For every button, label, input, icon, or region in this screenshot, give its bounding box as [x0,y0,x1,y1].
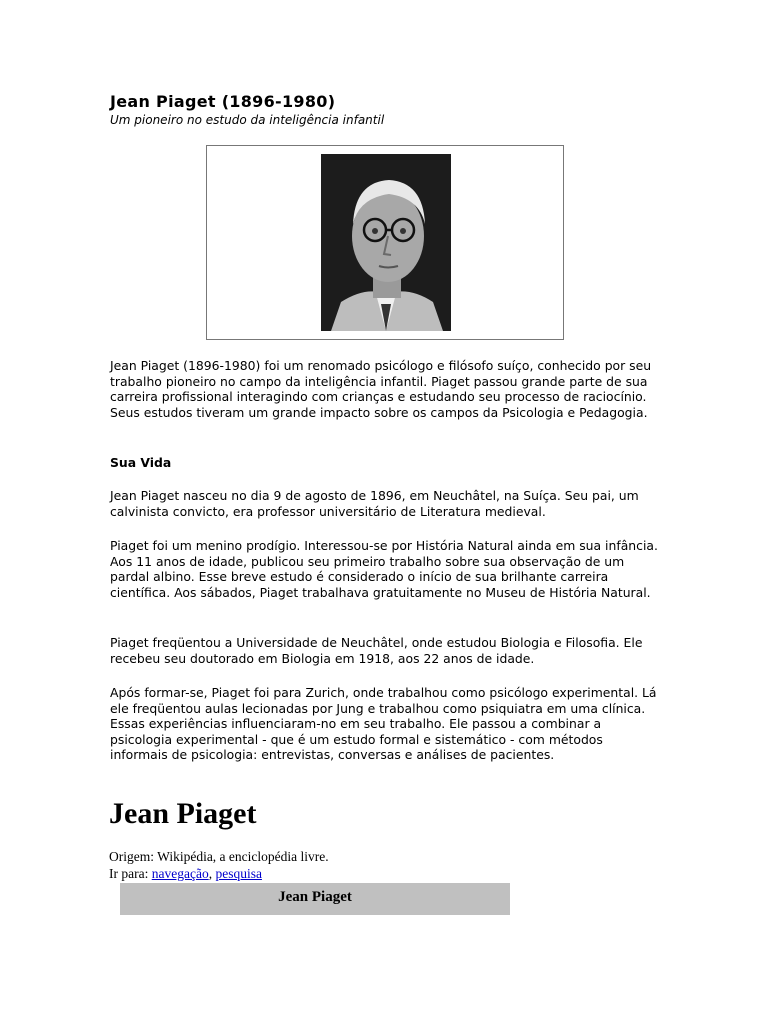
paragraph-university: Piaget freqüentou a Universidade de Neuchâtel, onde estudou Biologia e Filosofia. Ele recebeu seu doutorado em Biologia em 1918, aos 22 anos de idade. [110,635,643,666]
article [110,92,658,763]
portrait-photo [321,154,451,331]
search-link[interactable]: pesquisa [215,866,262,881]
intro-paragraph: Jean Piaget (1896-1980) foi um renomado psicólogo e filósofo suíço, conhecido por seu trabalho pioneiro no campo da inteligência infantil. Piaget passou grande parte de sua carreira profissional interagindo com crianças e estudando seu processo de raciocínio. Seus estudos tiveram um grande impacto sobre os campos da Psicologia e Pedagogia. [110,358,652,420]
paragraph-childhood: Piaget foi um menino prodígio. Interessou-se por História Natural ainda em sua infância. Aos 11 anos de idade, publicou seu primeiro trabalho sobre sua observação de um pardal albino. Esse breve estudo é considerado o início de sua brilhante carreira científica. Aos sábados, Piaget trabalhava gratuitamente no Museu de História Natural. [110,538,658,600]
goto-prefix: Ir para: [109,866,152,881]
link-separator: , [208,866,216,881]
paragraph-birth: Jean Piaget nasceu no dia 9 de agosto de 1896, em Neuchâtel, na Suíça. Seu pai, um calvinista convicto, era professor universitário de Literatura medieval. [110,488,639,519]
wiki-origin: Origem: Wikipédia, a enciclopédia livre. [109,849,329,864]
portrait-illustration [321,154,451,331]
wiki-section [109,794,669,882]
navigation-link[interactable]: navegação [151,866,209,881]
portrait-frame [206,145,564,340]
section-heading: Sua Vida [110,455,172,470]
infobox-header: Jean Piaget [120,883,510,915]
wiki-goto [109,865,669,882]
page-subtitle: Um pioneiro no estudo da inteligência infantil [110,113,385,127]
page-title: Jean Piaget (1896-1980) [110,92,336,111]
wiki-heading: Jean Piaget [109,797,257,830]
paragraph-zurich: Após formar-se, Piaget foi para Zurich, onde trabalhou como psicólogo experimental. Lá ele freqüentou aulas lecionadas por Jung e trabalhou como psiquiatra em uma clínica. Essas experiências influenciaram-no em seu trabalho. Ele passou a combinar a psicologia experimental - que é um estudo formal e sistemático - com métodos informais de psicologia: entrevistas, conversas e análises de pacientes. [110,685,657,763]
